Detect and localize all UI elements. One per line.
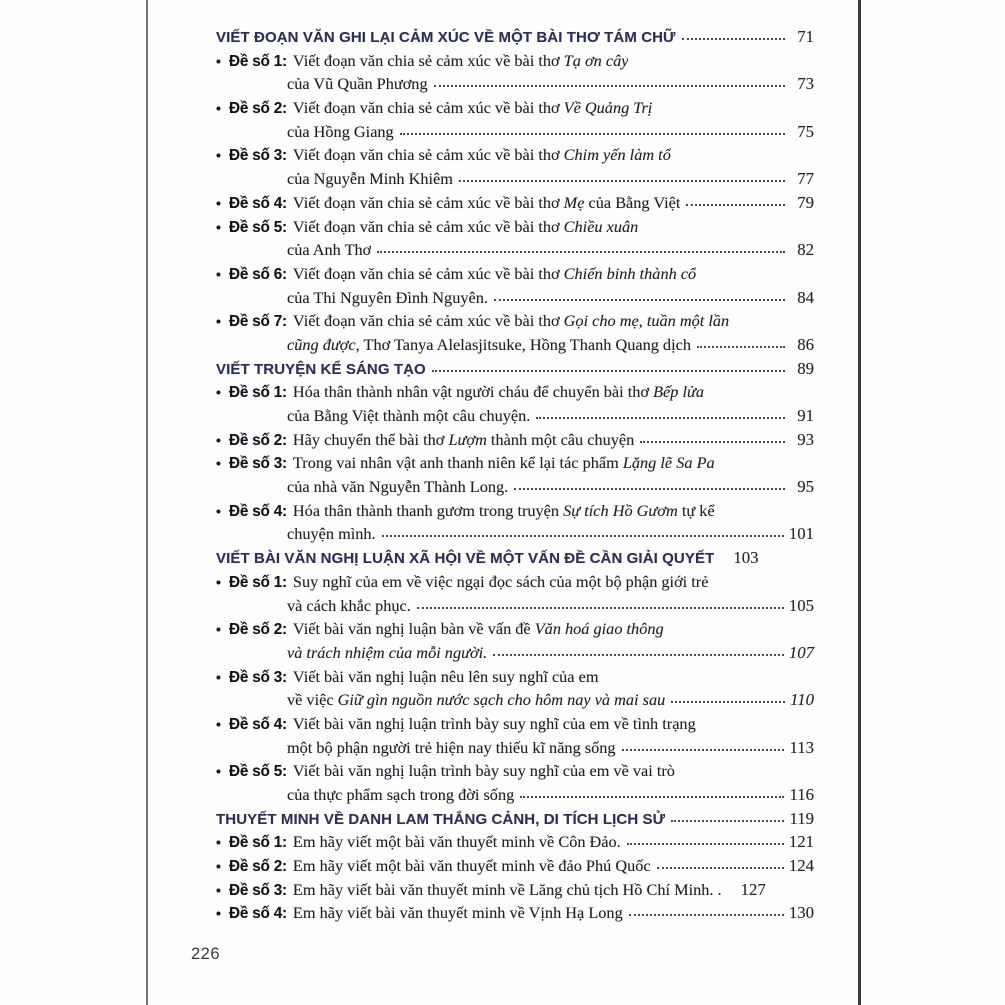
toc-entry-line <box>216 712 814 736</box>
entry-text: Viết đoạn văn chia sẻ cảm xúc về bài thơ Chiều xuân <box>292 216 639 236</box>
bullet-icon: • <box>216 194 221 211</box>
bullet-icon: • <box>216 147 221 164</box>
toc-entry-line <box>216 499 814 523</box>
entry-text: của Anh Thơ <box>287 240 372 260</box>
page-number: 113 <box>789 737 814 757</box>
page-number: 93 <box>797 429 814 449</box>
entry-label: Đề số 1: <box>229 52 287 70</box>
entry-label: Đề số 2: <box>229 100 287 118</box>
dot-leader <box>520 796 784 798</box>
page-number: 105 <box>788 595 814 615</box>
dot-leader <box>686 204 785 206</box>
entry-text: của Bằng Việt thành một câu chuyện. <box>287 406 531 425</box>
toc-entry-line <box>216 759 814 783</box>
page-number: 103 <box>733 548 759 568</box>
entry-label: Đề số 3: <box>229 881 287 899</box>
page-number: 75 <box>797 121 814 141</box>
toc-entry-line <box>216 830 814 854</box>
entry-text: Em hãy viết một bài văn thuyết minh về đảo Phú Quốc <box>292 856 651 876</box>
entry-text: Viết bài văn nghị luận nêu lên suy nghĩ của em <box>292 666 599 686</box>
toc-entry-line <box>216 901 814 925</box>
entry-text: Suy nghĩ của em về việc ngại đọc sách của một bộ phận giới trẻ <box>292 571 709 591</box>
bullet-icon: • <box>216 100 221 117</box>
page-number: 110 <box>790 690 814 710</box>
page-number: 127 <box>740 879 766 899</box>
toc-entry-line <box>216 688 814 712</box>
entry-label: Đề số 4: <box>229 502 287 520</box>
bullet-icon: • <box>216 668 221 685</box>
page-number: 101 <box>788 524 814 544</box>
dot-leader <box>382 535 784 537</box>
page-number: 91 <box>797 406 814 425</box>
toc-entry-line <box>216 783 814 807</box>
toc-entry-line <box>216 143 814 167</box>
section-title: VIẾT TRUYỆN KỂ SÁNG TẠO <box>216 360 426 378</box>
entry-label: Đề số 3: <box>229 147 287 165</box>
entry-text: của Hồng Giang <box>287 121 394 141</box>
toc-entry-line <box>216 72 814 96</box>
entry-label: Đề số 4: <box>229 715 287 733</box>
entry-label: Đề số 3: <box>229 668 287 686</box>
toc-entry-line <box>216 49 814 73</box>
toc-entry-line <box>216 665 814 689</box>
dot-leader <box>657 867 784 869</box>
page-number: 95 <box>797 477 814 497</box>
toc-entry-line <box>216 333 814 357</box>
entry-label: Đề số 5: <box>229 218 287 236</box>
dot-leader <box>671 701 785 703</box>
bullet-icon: • <box>216 715 221 732</box>
bullet-icon: • <box>216 763 221 780</box>
page-number: 124 <box>788 856 814 876</box>
entry-label: Đề số 1: <box>229 834 287 852</box>
entry-text: Viết bài văn nghị luận bàn về vấn đề Văn hoá giao thông <box>292 619 664 639</box>
dot-leader <box>629 914 784 916</box>
dot-leader <box>400 133 785 135</box>
dot-leader <box>493 654 784 656</box>
dot-leader <box>514 488 785 490</box>
dot-leader <box>622 749 785 751</box>
dot-leader <box>434 85 785 87</box>
entry-label: Đề số 1: <box>229 384 287 402</box>
bullet-icon: • <box>216 881 221 898</box>
dot-leader <box>432 370 785 372</box>
dot-leader <box>640 441 785 443</box>
bullet-icon: • <box>216 573 221 590</box>
toc-entry-line <box>216 286 814 310</box>
toc-entry-line <box>216 641 814 665</box>
entry-label: Đề số 4: <box>229 194 287 212</box>
dot-leader <box>377 251 785 253</box>
entry-text: Em hãy viết bài văn thuyết minh về Vịnh Hạ Long <box>292 903 623 923</box>
entry-label: Đề số 5: <box>229 763 287 781</box>
toc-entry-line <box>216 428 814 452</box>
page-number: 73 <box>797 74 814 94</box>
toc-entry-line <box>216 191 814 215</box>
toc-entry-line <box>216 404 814 428</box>
toc-entry-line <box>216 617 814 641</box>
page-number: 130 <box>788 903 814 923</box>
page-edge-line-right <box>858 0 861 1005</box>
dot-leader <box>536 417 785 419</box>
entry-label: Đề số 4: <box>229 905 287 923</box>
page-edge-line-left <box>146 0 148 1005</box>
entry-text: Viết bài văn nghị luận trình bày suy nghĩ của em về tình trạng <box>292 713 696 733</box>
toc-entry-line <box>216 215 814 239</box>
toc-entry-line <box>216 878 814 902</box>
entry-text: Viết đoạn văn chia sẻ cảm xúc về bài thơ Mẹ của Bằng Việt <box>292 192 681 212</box>
dot-leader <box>682 38 785 40</box>
bullet-icon: • <box>216 265 221 282</box>
toc-entry-line <box>216 570 814 594</box>
toc-entry-line <box>216 475 814 499</box>
dot-leader <box>459 180 785 182</box>
entry-text: Em hãy viết một bài văn thuyết minh về Côn Đảo. <box>292 832 621 852</box>
entry-text: Viết đoạn văn chia sẻ cảm xúc về bài thơ Chim yến làm tổ <box>292 145 671 165</box>
toc-entry-line <box>216 451 814 475</box>
page-number: 119 <box>789 808 814 828</box>
entry-text: và cách khắc phục. <box>287 595 411 615</box>
page-number: 79 <box>797 192 814 212</box>
section-title: THUYẾT MINH VỀ DANH LAM THẮNG CẢNH, DI TÍCH LỊCH SỬ <box>216 810 666 828</box>
entry-label: Đề số 1: <box>229 573 287 591</box>
page-number: 84 <box>797 287 814 307</box>
toc-section-heading <box>216 357 814 381</box>
entry-label: Đề số 6: <box>229 265 287 283</box>
page-number: 86 <box>797 334 814 354</box>
toc-entry-line <box>216 380 814 404</box>
entry-text: của Thi Nguyên Đình Nguyên. <box>287 287 488 307</box>
toc-section-heading <box>216 546 814 570</box>
entry-text: về việc Giữ gìn nguồn nước sạch cho hôm nay và mai sau <box>287 690 666 710</box>
entry-text: Hóa thân thành nhân vật người cháu để chuyển bài thơ Bếp lửa <box>292 382 705 402</box>
entry-label: Đề số 3: <box>229 455 287 473</box>
page-number: 71 <box>797 27 814 46</box>
toc-entry-line <box>216 309 814 333</box>
toc-entry-line <box>216 120 814 144</box>
toc <box>216 25 814 925</box>
dot-leader <box>627 843 784 845</box>
bullet-icon: • <box>216 858 221 875</box>
entry-label: Đề số 7: <box>229 313 287 331</box>
page-number: 116 <box>789 785 814 804</box>
entry-text: Trong vai nhân vật anh thanh niên kể lại tác phẩm Lặng lẽ Sa Pa <box>292 453 715 473</box>
entry-text: của thực phẩm sạch trong đời sống <box>287 785 515 804</box>
bullet-icon: • <box>216 834 221 851</box>
toc-entry-line <box>216 854 814 878</box>
entry-text: Viết đoạn văn chia sẻ cảm xúc về bài thơ Gọi cho mẹ, tuần một lần <box>292 311 730 331</box>
page-number: 121 <box>788 832 814 852</box>
toc-section-heading <box>216 807 814 831</box>
toc-entry-line <box>216 238 814 262</box>
section-title: VIẾT ĐOẠN VĂN GHI LẠI CẢM XÚC VỀ MỘT BÀI THƠ TÁM CHỮ <box>216 29 676 46</box>
bullet-icon: • <box>216 218 221 235</box>
dot-leader <box>417 607 784 609</box>
entry-text: Viết đoạn văn chia sẻ cảm xúc về bài thơ Về Quảng Trị <box>292 98 653 118</box>
entry-label: Đề số 2: <box>229 431 287 449</box>
footer-page-number: 226 <box>191 945 221 963</box>
entry-text: Viết bài văn nghị luận trình bày suy nghĩ của em về vai trò <box>292 761 675 781</box>
bullet-icon: • <box>216 52 221 69</box>
entry-label: Đề số 2: <box>229 621 287 639</box>
entry-text: Em hãy viết bài văn thuyết minh về Lăng chủ tịch Hồ Chí Minh. . <box>292 879 722 899</box>
entry-text: cũng được, Thơ Tanya Alelasjitsuke, Hồng Thanh Quang dịch <box>287 334 691 354</box>
entry-text: Hãy chuyển thể bài thơ Lượm thành một câu chuyện <box>292 429 635 449</box>
entry-text: Viết đoạn văn chia sẻ cảm xúc về bài thơ Tạ ơn cây <box>292 50 629 70</box>
bullet-icon: • <box>216 313 221 330</box>
dot-leader <box>671 820 784 822</box>
toc-entry-line <box>216 522 814 546</box>
bullet-icon: • <box>216 905 221 922</box>
bullet-icon: • <box>216 431 221 448</box>
toc-entry-line <box>216 96 814 120</box>
page-number: 107 <box>788 642 814 662</box>
entry-text: Hóa thân thành thanh gươm trong truyện Sự tích Hồ Gươm tự kể <box>292 500 715 520</box>
section-title: VIẾT BÀI VĂN NGHỊ LUẬN XÃ HỘI VỀ MỘT VẤN ĐỀ CẦN GIẢI QUYẾT <box>216 550 715 568</box>
bullet-icon: • <box>216 502 221 519</box>
toc-entry-line <box>216 262 814 286</box>
page-number: 77 <box>797 169 814 189</box>
bullet-icon: • <box>216 384 221 401</box>
entry-text: của Vũ Quần Phương <box>287 74 428 94</box>
dot-leader <box>494 299 785 301</box>
entry-label: Đề số 2: <box>229 858 287 876</box>
dot-leader <box>697 346 785 348</box>
entry-text: chuyện mình. <box>287 524 376 544</box>
bullet-icon: • <box>216 621 221 638</box>
entry-text: một bộ phận người trẻ hiện nay thiếu kĩ năng sống <box>287 737 616 757</box>
entry-text: của Nguyễn Minh Khiêm <box>287 169 453 189</box>
toc-entry-line <box>216 594 814 618</box>
page-number: 82 <box>797 240 814 260</box>
bullet-icon: • <box>216 455 221 472</box>
entry-text: và trách nhiệm của mỗi người. <box>287 642 488 662</box>
page-number: 89 <box>797 358 814 378</box>
entry-text: của nhà văn Nguyễn Thành Long. <box>287 477 509 497</box>
toc-section-heading <box>216 25 814 49</box>
toc-entry-line <box>216 736 814 760</box>
toc-entry-line <box>216 167 814 191</box>
entry-text: Viết đoạn văn chia sẻ cảm xúc về bài thơ Chiến binh thành cổ <box>292 263 697 283</box>
